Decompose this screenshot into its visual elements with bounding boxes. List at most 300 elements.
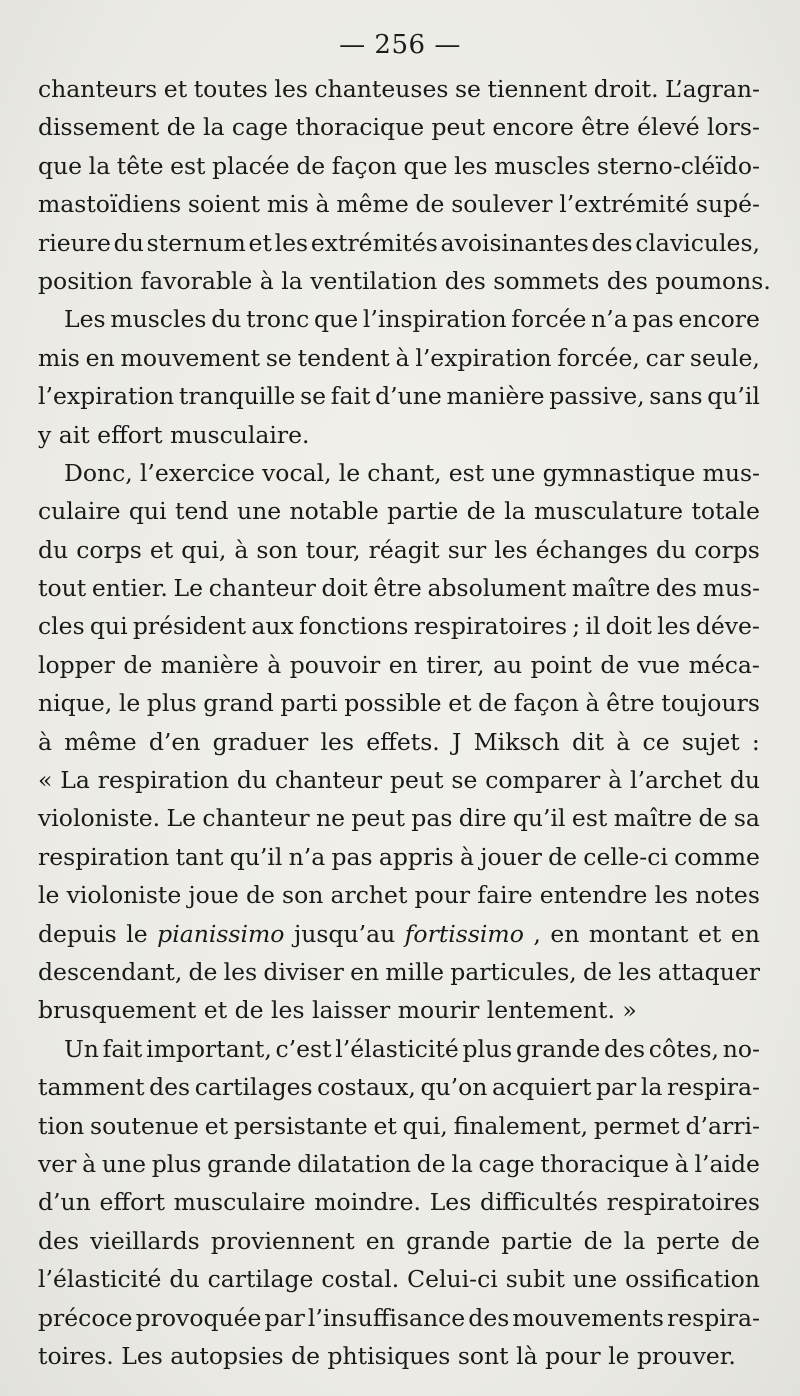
word: maître — [571, 574, 651, 603]
word: l’archet — [630, 766, 722, 795]
word: Les — [64, 305, 106, 334]
word: mis — [266, 190, 309, 219]
word: , — [533, 919, 541, 948]
word: sternum — [146, 228, 246, 257]
word: en — [350, 957, 380, 986]
word: dire — [458, 804, 507, 833]
word: clavicules, — [635, 228, 760, 257]
word: faire — [477, 881, 533, 910]
word: même — [336, 190, 409, 219]
word: possible — [344, 689, 442, 718]
word: à — [459, 842, 474, 871]
page-number: — 256 — — [339, 30, 461, 60]
text-line — [38, 300, 760, 338]
word: le — [118, 689, 141, 718]
word: mouvements — [512, 1303, 664, 1332]
word: l’élasticité — [335, 1034, 459, 1063]
word: tiennent — [487, 75, 588, 103]
text-line — [38, 1299, 760, 1337]
word: comparer — [485, 766, 601, 795]
word: la — [504, 497, 526, 526]
word: comme — [674, 842, 760, 871]
word: la — [623, 1226, 646, 1255]
text-line — [38, 991, 760, 1029]
word: qu’il — [707, 382, 760, 411]
word: tout — [38, 574, 87, 603]
word: subit — [505, 1265, 565, 1294]
word: une — [572, 1265, 618, 1294]
word: Miksch — [473, 727, 560, 756]
word: pas — [632, 305, 674, 334]
word: du — [211, 305, 242, 334]
body-text — [38, 70, 771, 1375]
word: avoisinantes — [440, 228, 589, 257]
word: grande — [207, 1149, 292, 1178]
word: qui, — [181, 535, 227, 564]
word: de — [478, 689, 508, 718]
word: sterno-cléïdo- — [596, 151, 760, 180]
word: fait — [330, 382, 371, 411]
word: sans — [649, 382, 703, 411]
word: respiratoires — [606, 1188, 760, 1217]
word: particules, — [450, 957, 577, 986]
word: nique, — [38, 689, 113, 718]
word: tronc — [246, 305, 310, 334]
word: d’arri- — [685, 1111, 760, 1140]
word: les — [320, 727, 354, 756]
word: costaux, — [317, 1073, 416, 1102]
word: entendre — [539, 881, 648, 910]
word: la — [88, 151, 111, 180]
word: ; — [572, 612, 581, 641]
word: se — [265, 343, 292, 372]
text-line — [38, 646, 760, 684]
word: pour — [414, 881, 471, 910]
word: tant — [175, 842, 224, 871]
word: diviser — [263, 957, 344, 986]
word: que — [38, 151, 83, 180]
word: l’exercice — [139, 458, 255, 487]
word: encore — [492, 113, 574, 142]
word: les — [618, 957, 652, 986]
word: se — [300, 382, 327, 411]
word: en — [388, 650, 418, 679]
word: l’inspiration — [362, 305, 507, 334]
word: celle-ci — [583, 842, 668, 871]
word: à — [267, 650, 282, 679]
word: pas — [411, 804, 453, 833]
word: à — [395, 343, 410, 372]
word: de — [600, 650, 630, 679]
word: ne — [315, 804, 345, 833]
word: joue — [188, 881, 239, 910]
word: jouer — [480, 842, 542, 871]
word: provoquée — [135, 1303, 262, 1332]
word: proviennent — [210, 1226, 355, 1255]
word: gymnastique — [542, 458, 696, 487]
word: : — [751, 727, 760, 756]
word: l’expiration — [38, 382, 175, 411]
word: appris — [378, 842, 454, 871]
word: une — [491, 458, 536, 487]
word: des — [38, 1226, 80, 1255]
text-run: brusquement et de les laisser mourir lentement. » — [38, 996, 637, 1025]
word: et — [149, 535, 174, 564]
text-line — [38, 838, 760, 876]
word: absolument — [427, 574, 567, 603]
word: la — [451, 1149, 473, 1178]
text-line — [38, 915, 760, 953]
text-line — [38, 339, 760, 377]
word: doit — [605, 612, 652, 641]
word: mastoïdiens — [38, 190, 182, 219]
word: de — [416, 1149, 446, 1178]
word: placée — [212, 151, 290, 180]
word: mouvement — [120, 343, 261, 372]
word: les — [494, 535, 528, 564]
word: doit — [321, 574, 368, 603]
word: sa — [733, 804, 760, 833]
word: maître — [613, 804, 693, 833]
word: l’insuffisance — [307, 1303, 466, 1332]
text-line — [38, 492, 760, 530]
word: de — [548, 842, 578, 871]
word: Donc, — [64, 458, 133, 487]
text-run: toires. Les autopsies de phtisiques sont là pour le prouver. — [38, 1341, 736, 1370]
word: qui — [89, 612, 128, 641]
word: fait — [102, 1034, 143, 1063]
word: qu’il — [229, 842, 283, 871]
word: seule, — [689, 343, 760, 372]
word: manière — [446, 382, 545, 411]
text-line — [38, 1260, 760, 1298]
word: rieure — [38, 228, 111, 257]
word: de — [245, 881, 275, 910]
word: peut — [351, 804, 405, 833]
word: respira- — [667, 1303, 760, 1332]
word: méca- — [688, 650, 760, 679]
word: son — [256, 535, 298, 564]
word: chant, — [367, 458, 442, 487]
word: depuis — [38, 919, 117, 948]
text-line — [38, 761, 760, 799]
word: partie — [387, 497, 459, 526]
word: respiration — [38, 842, 170, 871]
word: Les — [429, 1188, 472, 1217]
word: respira- — [666, 1073, 760, 1102]
word: des — [604, 1034, 646, 1063]
word: peut — [431, 113, 486, 142]
word: cage — [478, 1149, 535, 1178]
word: et — [448, 689, 472, 718]
word: se — [451, 766, 478, 795]
word: les — [454, 151, 488, 180]
word: pouvoir — [289, 650, 381, 679]
word: des — [468, 1303, 510, 1332]
word: président — [132, 612, 247, 641]
word: de — [166, 113, 196, 142]
word: cles — [38, 612, 85, 641]
word: important, — [146, 1034, 272, 1063]
word: de — [466, 497, 496, 526]
word: tend — [175, 497, 229, 526]
word: graduer — [212, 727, 309, 756]
word: les — [274, 75, 308, 103]
word: muscles — [494, 151, 591, 180]
word: élevé — [637, 113, 700, 142]
word: est — [170, 151, 206, 180]
text-line — [38, 1183, 760, 1221]
word: perte — [656, 1226, 720, 1255]
text-line — [38, 531, 760, 569]
word: en — [730, 919, 760, 948]
word: se — [455, 75, 481, 103]
word: archet — [330, 881, 408, 910]
word: c’est — [275, 1034, 332, 1063]
word: plus — [146, 689, 197, 718]
word: forcée — [511, 305, 587, 334]
word: des — [591, 228, 633, 257]
word: cage — [231, 113, 289, 142]
word: musculature — [534, 497, 684, 526]
word: dilatation — [297, 1149, 411, 1178]
word: notes — [695, 881, 760, 910]
word: soutenue — [90, 1111, 199, 1140]
word: à — [616, 727, 631, 756]
word: partie — [501, 1226, 573, 1255]
word: sujet — [681, 727, 740, 756]
word: fonctions — [299, 612, 409, 641]
word: musculaire — [173, 1188, 306, 1217]
text-line — [38, 569, 760, 607]
word: façon — [513, 689, 579, 718]
word: thoracique — [540, 1149, 670, 1178]
word: respiration — [97, 766, 230, 795]
word: par — [264, 1303, 305, 1332]
text-line — [38, 876, 760, 914]
word: forcée, — [557, 343, 640, 372]
word: soient — [187, 190, 261, 219]
word: et — [163, 75, 188, 103]
word: à — [315, 190, 330, 219]
word: tête — [116, 151, 164, 180]
word: de — [415, 190, 445, 219]
word: du — [38, 535, 69, 564]
text-line — [38, 684, 760, 722]
word: les — [654, 881, 689, 910]
word: grande — [405, 1226, 491, 1255]
text-line — [38, 607, 760, 645]
word: corps — [694, 535, 760, 564]
word: que — [314, 305, 359, 334]
word: manière — [160, 650, 259, 679]
word: moindre. — [314, 1188, 422, 1217]
word: qu’il — [512, 804, 566, 833]
word: culaire — [38, 497, 121, 526]
word: le — [38, 881, 60, 910]
text-line — [38, 262, 771, 300]
text-line — [38, 1107, 760, 1145]
word: il — [585, 612, 601, 641]
word: est — [571, 804, 608, 833]
word: no- — [722, 1034, 760, 1063]
text-line — [38, 454, 760, 492]
word: une — [101, 1149, 146, 1178]
word: du — [169, 1265, 200, 1294]
word: de — [730, 1226, 760, 1255]
word: réagit — [368, 535, 440, 564]
word: à — [585, 689, 600, 718]
word: persistante — [233, 1111, 368, 1140]
word: sur — [447, 535, 487, 564]
word: descendant, — [38, 957, 183, 986]
word: finalement, — [453, 1111, 589, 1140]
word: car — [645, 343, 685, 372]
word: vieillards — [90, 1226, 200, 1255]
word: grand — [203, 689, 274, 718]
word: muscles — [110, 305, 207, 334]
word: difficultés — [479, 1188, 598, 1217]
word: d’en — [148, 727, 201, 756]
word: toutes — [193, 75, 268, 103]
word: point — [530, 650, 592, 679]
word: pas — [331, 842, 373, 871]
word: déve- — [695, 612, 760, 641]
word: n’a — [591, 305, 628, 334]
word: encore — [678, 305, 760, 334]
word: extrémités — [310, 228, 438, 257]
word: vue — [637, 650, 681, 679]
word: mus- — [702, 458, 760, 487]
word: vocal, — [262, 458, 332, 487]
text-line — [38, 108, 760, 146]
word: est — [448, 458, 485, 487]
word: d’une — [375, 382, 442, 411]
word: supé- — [695, 190, 760, 219]
word: à — [82, 1149, 97, 1178]
text-run: position favorable à la ventilation des sommets des poumons. — [38, 266, 771, 295]
word: des — [149, 1073, 191, 1102]
word: totale — [691, 497, 760, 526]
word: tendent — [297, 343, 390, 372]
word: de — [698, 804, 728, 833]
text-line — [38, 416, 760, 454]
word: de — [123, 650, 153, 679]
text-line — [38, 377, 760, 415]
word: qui — [128, 497, 167, 526]
word: l’aide — [694, 1149, 760, 1178]
word: violoniste — [66, 881, 182, 910]
word: notable — [289, 497, 379, 526]
word: en — [85, 343, 115, 372]
word: lors- — [706, 113, 760, 142]
word: côtes, — [648, 1034, 719, 1063]
word: attaquer — [657, 957, 760, 986]
word: Un — [64, 1034, 99, 1063]
word: des — [655, 574, 697, 603]
italic-term: pianissimo — [157, 919, 285, 948]
word: échanges — [535, 535, 649, 564]
word: tamment — [38, 1073, 145, 1102]
word: montant — [588, 919, 689, 948]
word: le — [126, 919, 148, 948]
word: les — [274, 228, 309, 257]
word: L’agran- — [665, 75, 760, 103]
word: les — [223, 957, 258, 986]
text-line — [38, 1337, 760, 1375]
word: les — [657, 612, 691, 641]
word: passive, — [549, 382, 645, 411]
word: en — [365, 1226, 395, 1255]
word: tion — [38, 1111, 85, 1140]
text-line — [38, 185, 760, 223]
word: Le — [166, 804, 197, 833]
word: entier. — [91, 574, 168, 603]
text-line — [38, 1030, 760, 1068]
word: tour, — [305, 535, 361, 564]
word: et — [204, 1111, 229, 1140]
word: violoniste. — [38, 804, 161, 833]
word: plus — [151, 1149, 202, 1178]
word: à — [674, 1149, 689, 1178]
word: et — [697, 919, 722, 948]
word: qui, — [402, 1111, 448, 1140]
word: de — [582, 957, 612, 986]
word: à — [608, 766, 623, 795]
text-line — [38, 1222, 760, 1260]
word: effort — [99, 1188, 165, 1217]
word: mus- — [702, 574, 760, 603]
word: cartilage — [207, 1265, 314, 1294]
word: l’expiration — [415, 343, 552, 372]
word: à — [234, 535, 249, 564]
word: La — [60, 766, 90, 795]
word: ossification — [625, 1265, 760, 1294]
text-line — [38, 723, 760, 761]
word: de — [188, 957, 218, 986]
word: soulever — [451, 190, 553, 219]
word: « — [38, 766, 53, 795]
word: mille — [385, 957, 445, 986]
word: même — [64, 727, 137, 756]
word: être — [606, 689, 655, 718]
text-line — [38, 147, 760, 185]
word: du — [729, 766, 760, 795]
word: et — [373, 1111, 397, 1140]
word: la — [203, 113, 225, 142]
word: à — [38, 727, 53, 756]
word: qu’on — [420, 1073, 488, 1102]
text-line — [38, 224, 760, 262]
word: la — [640, 1073, 663, 1102]
text-run: y ait effort musculaire. — [38, 420, 310, 449]
word: et — [248, 228, 272, 257]
word: l’élasticité — [38, 1265, 162, 1294]
italic-term: fortissimo — [404, 919, 524, 948]
word: corps — [76, 535, 142, 564]
word: chanteur — [208, 574, 316, 603]
word: aux — [251, 612, 294, 641]
word: Celui-ci — [407, 1265, 498, 1294]
word: une — [236, 497, 282, 526]
word: chanteuses — [314, 75, 449, 103]
word: droit. — [593, 75, 659, 103]
word: de — [296, 151, 326, 180]
word: respiratoires — [413, 612, 567, 641]
word: jusqu’au — [293, 919, 396, 948]
word: permet — [593, 1111, 680, 1140]
word: être — [373, 574, 422, 603]
